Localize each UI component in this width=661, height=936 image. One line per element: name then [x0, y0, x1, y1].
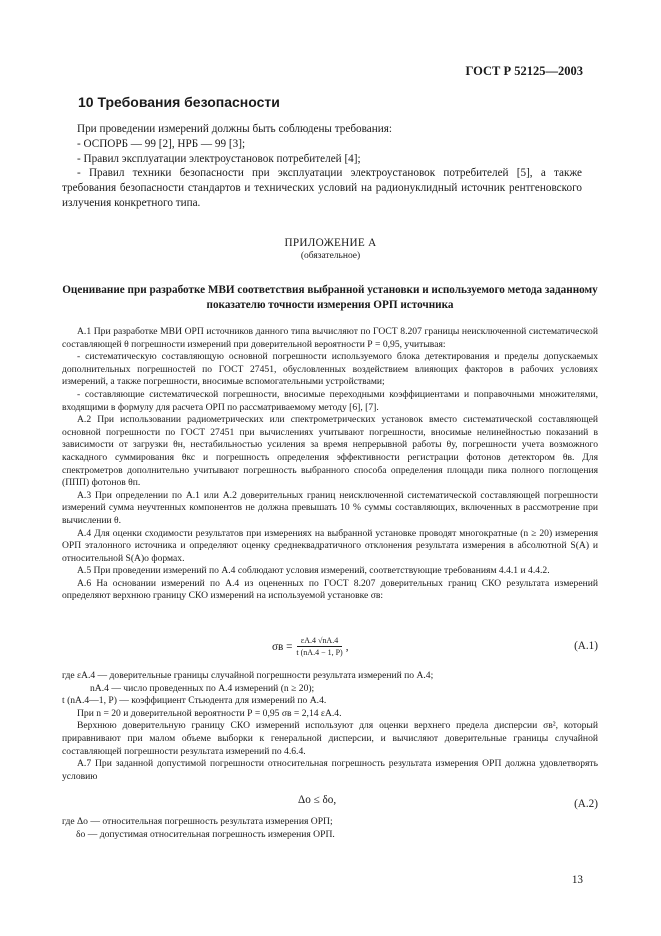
formula-a2-expression: Δо ≤ δо,	[298, 794, 337, 806]
legend-line: δо — допустимая относительная погрешность измерения ОРП.	[76, 828, 335, 840]
formula-a2-number: (А.2)	[574, 798, 598, 810]
safety-intro: При проведении измерений должны быть соблюдены требования:	[77, 123, 392, 135]
paragraph-a7: А.7 При заданной допустимой погрешности относительная погрешность результата измерения ОРП должна удовлетворять условию	[62, 758, 598, 782]
legend-line: где εА.4 — доверительные границы случайной погрешности результата измерений по А.4;	[62, 670, 434, 681]
paragraph-a1-item: - систематическую составляющую основной погрешности используемого блока детектирования и пределы допускаемых дополнительных погрешностей по ГОСТ 27451, обусловленных воздействием влияющих факторов в рабочих условиях измерений, а также погрешности, вносимые вспомогательными устройствами;	[62, 351, 598, 388]
formula-a1-denominator: t (nА.4 − 1, Р)	[296, 648, 343, 657]
legend-line: При n = 20 и доверительной вероятности Р = 0,95 σв = 2,14 εА.4.	[77, 707, 342, 719]
formula-a1-fraction	[296, 636, 342, 657]
appendix-label: ПРИЛОЖЕНИЕ А	[284, 237, 377, 249]
legend-line: nА.4 — число проведенных по А.4 измерений (n ≥ 20);	[90, 682, 315, 694]
appendix-heading	[0, 237, 661, 261]
appendix-body	[62, 326, 598, 603]
paragraph-a1-item: - составляющие систематической погрешности, вносимые переходными коэффициентами и поправочными множителями, входящими в формулу для расчета ОРП по рассматриваемому методу [6], [7].	[62, 388, 598, 413]
legend-line: где Δо — относительная погрешность результата измерения ОРП;	[62, 816, 333, 827]
paragraph-a5: А.5 При проведении измерений по А.4 соблюдают условия измерений, соответствующие требованиям 4.4.1 и 4.4.2.	[77, 565, 550, 577]
paragraph-a3: А.3 При определении по А.1 или А.2 доверительных границ неисключенной систематической составляющей погрешности измерений сумма неучтенных компонентов не должна превышать 10 % суммы составляющих, включенных в рассмотрение при вычислении θ.	[62, 489, 598, 526]
paragraph-a4: А.4 Для оценки сходимости результатов при измерениях на выбранной установке проводят многократные (n ≥ 20) измерения ОРП эталонного источника и определяют оценку среднеквадратичного отклонения результата измерения в абсолютной S(A) и относительной S(A)o формах.	[62, 527, 598, 564]
formula-a2-legend	[62, 816, 598, 841]
formula-a1-number: (А.1)	[574, 640, 598, 652]
formula-a1-legend	[62, 670, 598, 783]
formula-a1-expression	[272, 636, 349, 657]
legend-line: t (nА.4—1, Р) — коэффициент Стьюдента для измерений по А.4.	[62, 695, 327, 707]
section-title: 10 Требования безопасности	[78, 94, 280, 110]
safety-item: - Правил эксплуатации электроустановок потребителей [4];	[77, 152, 361, 165]
safety-item: - Правил техники безопасности при эксплуатации электроустановок потребителей [5], а также требования безопасности стандартов и технических условий на радионуклидный источник рентгеновского излучения конкретного типа.	[62, 167, 582, 209]
paragraph-a1: А.1 При разработке МВИ ОРП источников данного типа вычисляют по ГОСТ 8.207 границы неисключенной систематической составляющей θ погрешности измерений при доверительной вероятности Р = 0,95, учитывая:	[62, 326, 598, 350]
formula-a1-lhs: σв =	[272, 640, 293, 653]
formula-a1-tail: ,	[345, 640, 349, 653]
paragraph-a2: А.2 При использовании радиометрических или спектрометрических установок вместо систематической составляющей основной погрешности по ГОСТ 27451 при вычислениях учитывают погрешности, вносимые нелинейностью показаний в зависимости от загрузки θн, нестабильностью усиления за время непрерывной работы θу, погрешности учета возможного каскадного суммирования θкс и погрешность определения эффективности регистрации фотонов детектором θв. Для спектрометров дополнительно учитывают погрешность выбранного способа определения площади пика полного поглощения (ППП) фотонов θп.	[62, 414, 598, 489]
paragraph-upper-bound: Верхнюю доверительную границу СКО измерений используют для оценки верхнего предела дисперсии σв², который приравнивают при малом объеме выборки к генеральной дисперсии, и вычисляют доверительные границы случайной составляющей погрешности результата измерений по 4.6.4.	[62, 720, 598, 757]
appendix-title: Оценивание при разработке МВИ соответствия выбранной установки и используемого метода заданному показателю точности измерения ОРП источника	[62, 284, 598, 311]
safety-requirements	[62, 122, 582, 211]
paragraph-a6: А.6 На основании измерений по А.4 из оцененных по ГОСТ 8.207 доверительных границ СКО результата измерений определяют верхнюю границу СКО измерений на используемой установке σв:	[62, 577, 598, 602]
safety-item: - ОСПОРБ — 99 [2], НРБ — 99 [3];	[77, 137, 246, 150]
formula-a1-numerator: εА.4 √nА.4	[297, 636, 342, 647]
page-number: 13	[571, 874, 583, 886]
formula-a1	[62, 636, 598, 666]
standard-code: ГОСТ Р 52125—2003	[465, 64, 583, 78]
appendix-status: (обязательное)	[300, 251, 361, 261]
